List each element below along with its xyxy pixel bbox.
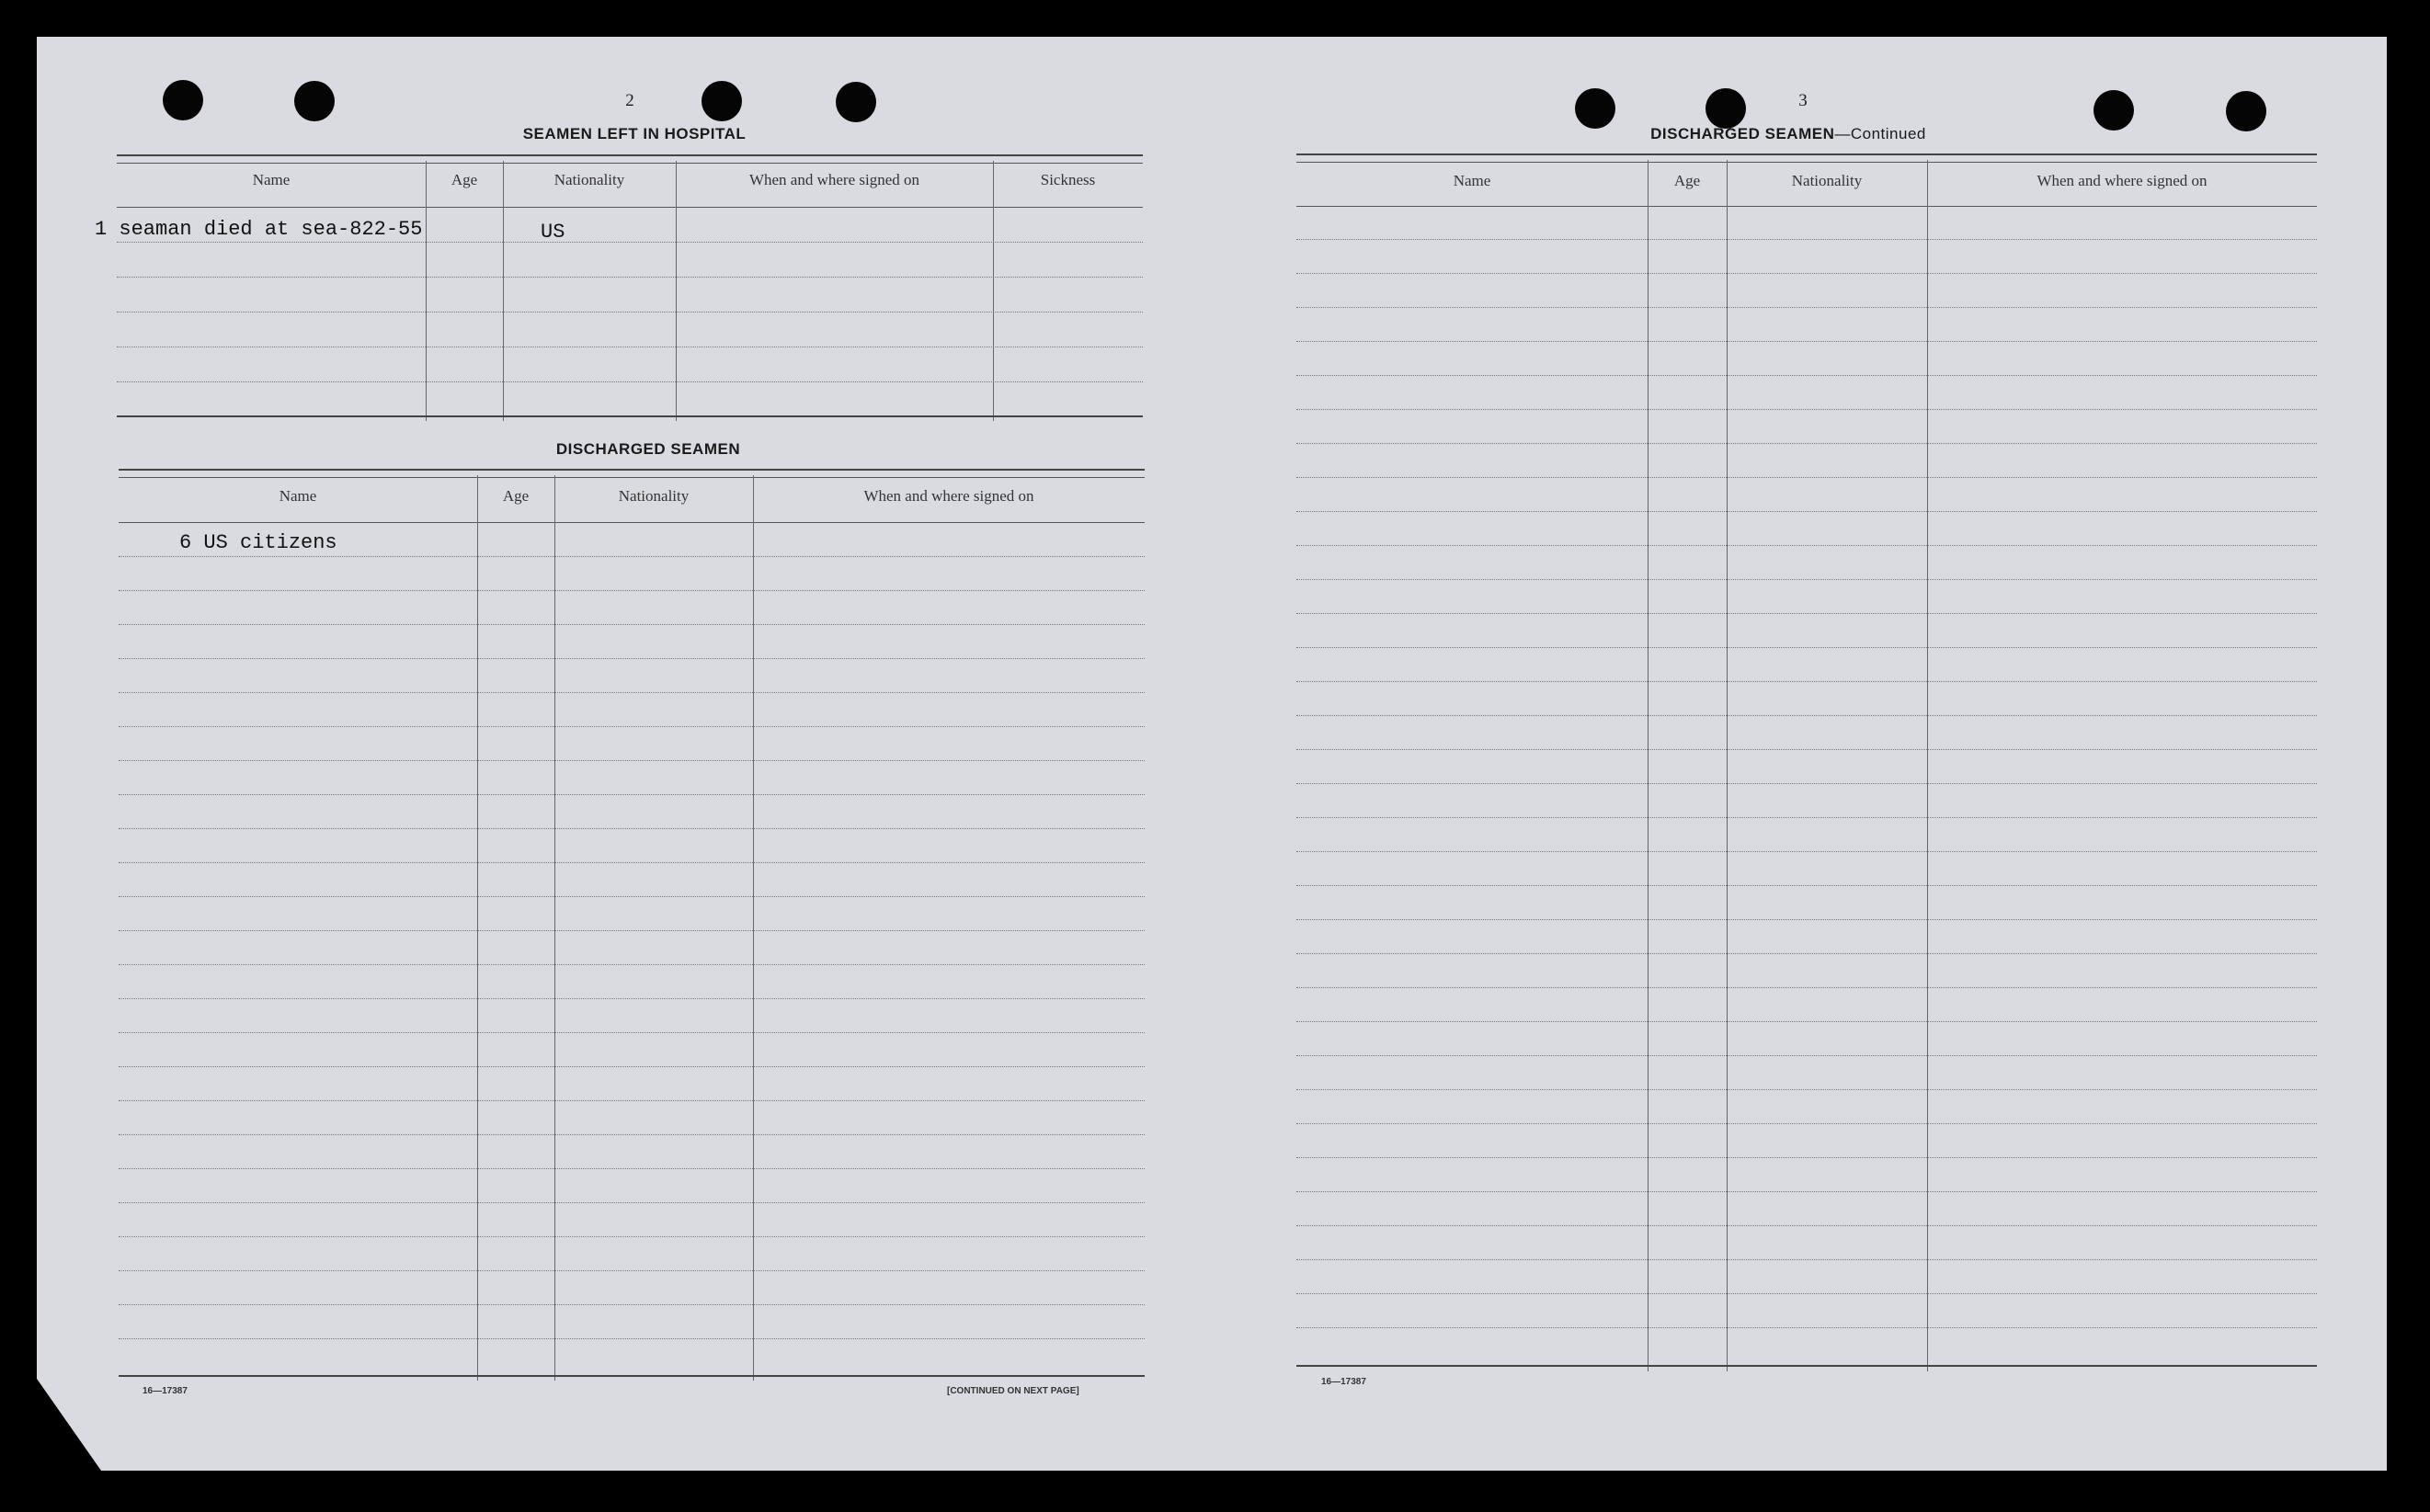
ruled-row-line <box>119 1304 1145 1305</box>
ruled-row-line <box>119 1134 1145 1135</box>
ruled-row-line <box>1296 341 2317 342</box>
ruled-row-line <box>1296 307 2317 308</box>
form-number-left: 16—17387 <box>143 1386 188 1396</box>
hospital-section-title: SEAMEN LEFT IN HOSPITAL <box>522 125 747 142</box>
ruled-row-line <box>1296 477 2317 478</box>
ruled-row-line <box>1296 1225 2317 1226</box>
ruled-row-line <box>1296 443 2317 444</box>
ruled-row-line <box>119 556 1145 557</box>
ruled-row-line <box>1296 511 2317 512</box>
discharged-table-right <box>1296 153 2317 1371</box>
ruled-row-line <box>119 692 1145 693</box>
ruled-row-line <box>1296 1123 2317 1124</box>
ruled-row-line <box>1296 987 2317 988</box>
discharged-header-name: Name <box>279 487 317 505</box>
ruled-row-line <box>119 658 1145 659</box>
ruled-row-line <box>1296 919 2317 920</box>
hospital-entry-name: 1 seaman died at sea-822-55 <box>95 218 423 241</box>
ruled-row-line <box>119 964 1145 965</box>
ruled-row-line <box>1296 885 2317 886</box>
ruled-row-line <box>119 998 1145 999</box>
ruled-row-line <box>1296 953 2317 954</box>
ruled-row-line <box>119 760 1145 761</box>
ruled-row-line <box>1296 1021 2317 1022</box>
ruled-row-line <box>1296 1157 2317 1158</box>
ruled-row-line <box>1296 409 2317 410</box>
ruled-row-line <box>119 794 1145 795</box>
ruled-row-line <box>1296 647 2317 648</box>
discharged-header-age: Age <box>502 487 530 505</box>
ruled-row-line <box>1296 783 2317 784</box>
discharged-entry-name: 6 US citizens <box>179 531 337 554</box>
ruled-row-line <box>1296 545 2317 546</box>
ruled-row-line <box>119 1168 1145 1169</box>
punch-hole <box>702 81 742 121</box>
ruled-row-line <box>1296 681 2317 682</box>
page-number-right: 3 <box>1798 91 1808 110</box>
discharged-section-title: DISCHARGED SEAMEN <box>555 440 741 458</box>
ruled-row-line <box>1296 715 2317 716</box>
ruled-row-line <box>119 1236 1145 1237</box>
ruled-row-line <box>1296 1089 2317 1090</box>
hospital-header-signed-on: When and where signed on <box>748 171 920 188</box>
ruled-row-line <box>1296 1259 2317 1260</box>
hospital-header-age: Age <box>451 171 478 188</box>
ruled-row-line <box>1296 851 2317 852</box>
ruled-row-line <box>119 828 1145 829</box>
punch-hole <box>1706 88 1746 129</box>
ruled-row-line <box>1296 613 2317 614</box>
discharged-table-left <box>119 469 1145 1381</box>
ruled-row-line <box>119 624 1145 625</box>
ruled-row-line <box>1296 1293 2317 1294</box>
ruled-row-line <box>1296 1327 2317 1328</box>
ruled-row-line <box>1296 239 2317 240</box>
punch-hole <box>836 82 876 122</box>
hospital-header-name: Name <box>252 171 291 188</box>
page-number-left: 2 <box>625 91 634 110</box>
discharged-header-nationality: Nationality <box>618 487 690 505</box>
hospital-entry-nationality: US <box>541 221 565 244</box>
ruled-row-line <box>119 1032 1145 1033</box>
ruled-row-line <box>1296 579 2317 580</box>
hospital-table <box>117 154 1143 421</box>
ruled-row-line <box>1296 273 2317 274</box>
ruled-row-line <box>1296 1191 2317 1192</box>
ruled-row-line <box>119 590 1145 591</box>
continued-header-signed-on: When and where signed on <box>2036 172 2208 189</box>
punch-hole <box>163 80 203 120</box>
ruled-row-line <box>1296 1055 2317 1056</box>
ruled-row-line <box>119 1202 1145 1203</box>
hospital-header-sickness: Sickness <box>1040 171 1096 188</box>
ruled-row-line <box>1296 749 2317 750</box>
continued-header-name: Name <box>1453 172 1491 189</box>
form-number-right: 16—17387 <box>1321 1377 1366 1387</box>
hospital-header-nationality: Nationality <box>553 171 625 188</box>
punch-hole <box>2093 90 2134 131</box>
ruled-row-line <box>119 862 1145 863</box>
punch-hole <box>1575 88 1615 129</box>
ruled-row-line <box>119 896 1145 897</box>
ruled-row-line <box>119 726 1145 727</box>
discharged-continued-title <box>1558 125 2018 143</box>
discharged-continued-title-main: DISCHARGED SEAMEN <box>1650 125 1835 142</box>
ruled-row-line <box>119 1270 1145 1271</box>
ruled-row-line <box>119 1100 1145 1101</box>
ruled-row-line <box>1296 817 2317 818</box>
discharged-continued-suffix: —Continued <box>1834 125 1926 142</box>
continued-header-nationality: Nationality <box>1791 172 1863 189</box>
ruled-row-line <box>1296 375 2317 376</box>
continued-header-age: Age <box>1673 172 1701 189</box>
ruled-row-line <box>119 1338 1145 1339</box>
discharged-header-signed-on: When and where signed on <box>863 487 1034 505</box>
punch-hole <box>2226 91 2266 131</box>
ruled-row-line <box>119 1066 1145 1067</box>
punch-hole <box>294 81 335 121</box>
ruled-row-line <box>119 930 1145 931</box>
continued-note: [CONTINUED ON NEXT PAGE] <box>947 1386 1079 1396</box>
